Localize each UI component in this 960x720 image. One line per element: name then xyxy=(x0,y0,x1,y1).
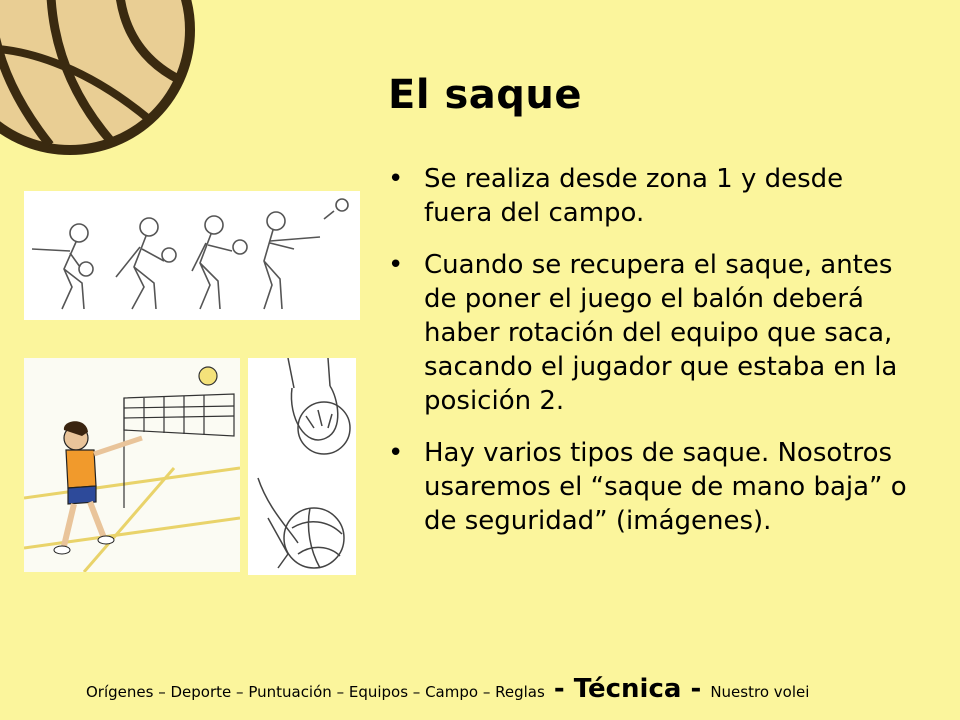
player-serving-illustration xyxy=(24,358,240,572)
bullet-text: Se realiza desde zona 1 y desde fuera del campo. xyxy=(424,164,844,228)
footer-separator: - xyxy=(544,674,574,704)
bullet-marker: • xyxy=(388,250,404,280)
footer-separator: – xyxy=(478,683,496,701)
hand-ball-drawing xyxy=(248,358,356,575)
slide-title: El saque xyxy=(388,72,582,118)
serve-sequence-drawing xyxy=(24,191,360,320)
footer-link-deporte[interactable]: Deporte xyxy=(170,683,232,701)
footer-link-origenes[interactable]: Orígenes xyxy=(86,683,154,701)
bullet-item xyxy=(388,162,918,230)
footer-link-nuestro-volei[interactable]: Nuestro volei xyxy=(710,683,810,701)
bullet-list xyxy=(388,162,918,556)
bullet-text: Cuando se recupera el saque, antes de poner el juego el balón deberá haber rotación del equipo que saca, sacando el jugador que estaba en la posición 2. xyxy=(424,250,898,416)
bullet-text: Hay varios tipos de saque. Nosotros usaremos el “saque de mano baja” o de seguridad” (imágenes). xyxy=(424,438,907,536)
footer-separator: – xyxy=(153,683,171,701)
footer-link-equipos[interactable]: Equipos xyxy=(348,683,409,701)
hand-ball-illustration xyxy=(248,358,356,575)
footer-separator: – xyxy=(231,683,249,701)
footer-link-campo[interactable]: Campo xyxy=(425,683,479,701)
footer-link-tecnica-current[interactable]: Técnica xyxy=(573,674,682,704)
footer-separator: - xyxy=(681,674,711,704)
bullet-item xyxy=(388,248,918,418)
footer-link-reglas[interactable]: Reglas xyxy=(495,683,545,701)
bullet-marker: • xyxy=(388,164,404,194)
footer-separator: – xyxy=(331,683,349,701)
bullet-marker: • xyxy=(388,438,404,468)
footer-separator: – xyxy=(408,683,426,701)
footer-link-puntuacion[interactable]: Puntuación xyxy=(248,683,332,701)
serve-sequence-illustration xyxy=(24,191,360,320)
volleyball-icon xyxy=(0,0,200,160)
player-serving-drawing xyxy=(24,358,240,572)
footer-nav xyxy=(86,674,906,704)
bullet-item xyxy=(388,436,918,538)
